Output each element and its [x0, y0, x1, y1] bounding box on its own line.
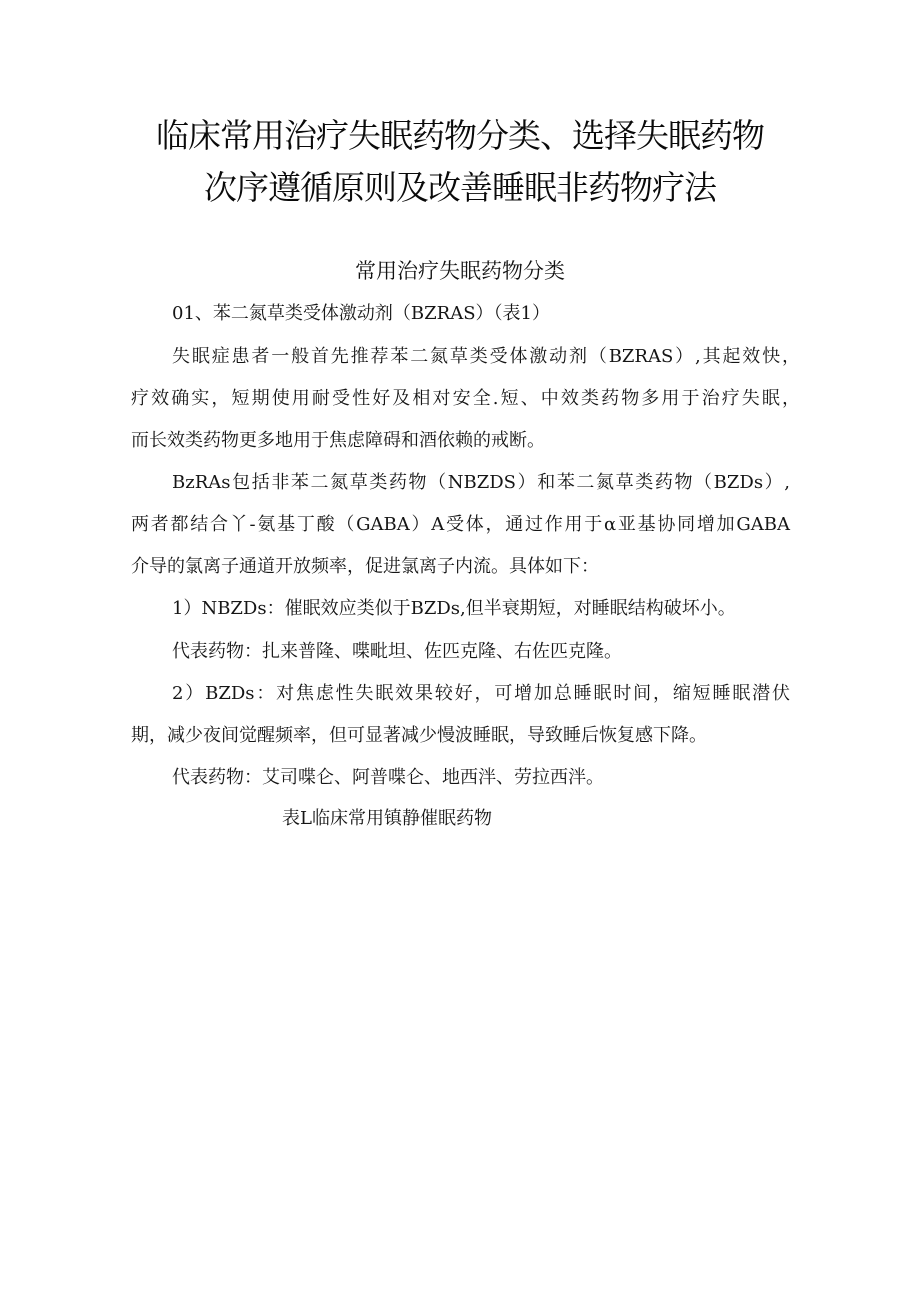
document-title-line-1: 临床常用治疗失眠药物分类、选择失眠药物: [156, 116, 764, 155]
list-item-1-drugs: 代表药物：扎来普隆、喋毗坦、佐匹克隆、右佐匹克隆。: [172, 641, 622, 662]
paragraph-2-line-3: 介导的氯离子通道开放频率，促进氯离子内流。具体如下：: [131, 556, 599, 577]
table-caption: 表L临床常用镇静催眠药物: [282, 808, 492, 829]
paragraph-1-line-2: 疗效确实，短期使用耐受性好及相对安全.短、中效类药物多用于治疗失眠，: [131, 388, 800, 409]
list-item-2-line-2: 期，减少夜间觉醒频率，但可显著减少慢波睡眠，导致睡后恢复感下降。: [131, 725, 707, 746]
list-item-1: 1）NBZDs：催眠效应类似于BZDs,但半衰期短，对睡眠结构破坏小。: [172, 598, 736, 619]
paragraph-1-line-3: 而长效类药物更多地用于焦虑障碍和酒依赖的戒断。: [131, 430, 545, 451]
list-item-2-line-1: 2）BZDs：对焦虑性失眠效果较好，可增加总睡眠时间，缩短睡眠潜伏: [172, 683, 790, 704]
paragraph-2-line-1: BzRAs包括非苯二氮草类药物（NBZDS）和苯二氮草类药物（BZDs）,: [172, 472, 790, 493]
paragraph-2-line-2: 两者都结合丫-氨基丁酸（GABA）A受体，通过作用于α亚基协同增加GABA: [131, 514, 790, 535]
list-item-2-drugs: 代表药物：艾司喋仑、阿普喋仑、地西泮、劳拉西泮。: [172, 767, 604, 788]
paragraph-1-line-1: 失眠症患者一般首先推荐苯二氮草类受体激动剂（BZRAS）,其起效快，: [172, 346, 800, 367]
document-title-line-2: 次序遵循原则及改善睡眠非药物疗法: [204, 168, 716, 207]
item-heading: 01、苯二氮草类受体激动剂（BZRAS）（表1）: [172, 303, 550, 324]
section-heading: 常用治疗失眠药物分类: [355, 259, 565, 283]
